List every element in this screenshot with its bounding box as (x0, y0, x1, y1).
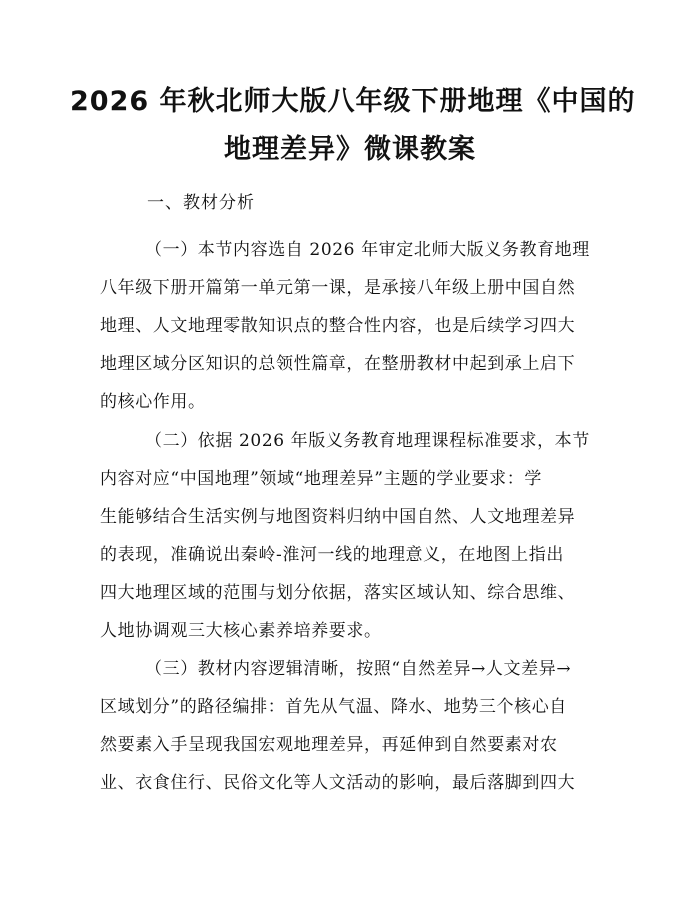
paragraph-line: 四大地理区域的范围与划分依据，落实区域认知、综合思维、 (100, 583, 576, 603)
paragraph-line: 八年级下册开篇第一单元第一课，是承接八年级上册中国自然 (100, 278, 576, 298)
document-title-line-2: 地理差异》微课教案 (224, 134, 476, 165)
section-heading: 一、教材分析 (147, 193, 255, 213)
paragraph-line: （三）教材内容逻辑清晰，按照“自然差异→人文差异→ (145, 659, 572, 679)
paragraph-line: 地理区域分区知识的总领性篇章，在整册教材中起到承上启下 (100, 354, 576, 374)
document-title-line-1: 2026 年秋北师大版八年级下册地理《中国的 (70, 86, 636, 117)
paragraph-line: （一）本节内容选自 2026 年审定北师大版义务教育地理 (145, 240, 590, 260)
paragraph-3 (100, 650, 620, 802)
paragraph-line: 业、衣食住行、民俗文化等人文活动的影响，最后落脚到四大 (100, 773, 576, 793)
paragraph-line: 区域划分”的路径编排：首先从气温、降水、地势三个核心自 (100, 697, 567, 717)
paragraph-1 (100, 231, 620, 421)
paragraph-line: （二）依据 2026 年版义务教育地理课程标准要求，本节 (145, 431, 590, 451)
paragraph-line: 人地协调观三大核心素养培养要求。 (100, 621, 382, 641)
paragraph-2 (100, 422, 620, 650)
paragraph-line: 地理、人文地理零散知识点的整合性内容，也是后续学习四大 (100, 316, 576, 336)
paragraph-line: 的核心作用。 (100, 392, 206, 412)
paragraph-line: 生能够结合生活实例与地图资料归纳中国自然、人文地理差异 (100, 507, 576, 527)
paragraph-line: 内容对应“中国地理”领域“地理差异”主题的学业要求：学 (100, 469, 542, 489)
paragraph-line: 然要素入手呈现我国宏观地理差异，再延伸到自然要素对农 (100, 735, 558, 755)
paragraph-line: 的表现，准确说出秦岭-淮河一线的地理意义，在地图上指出 (100, 545, 564, 565)
